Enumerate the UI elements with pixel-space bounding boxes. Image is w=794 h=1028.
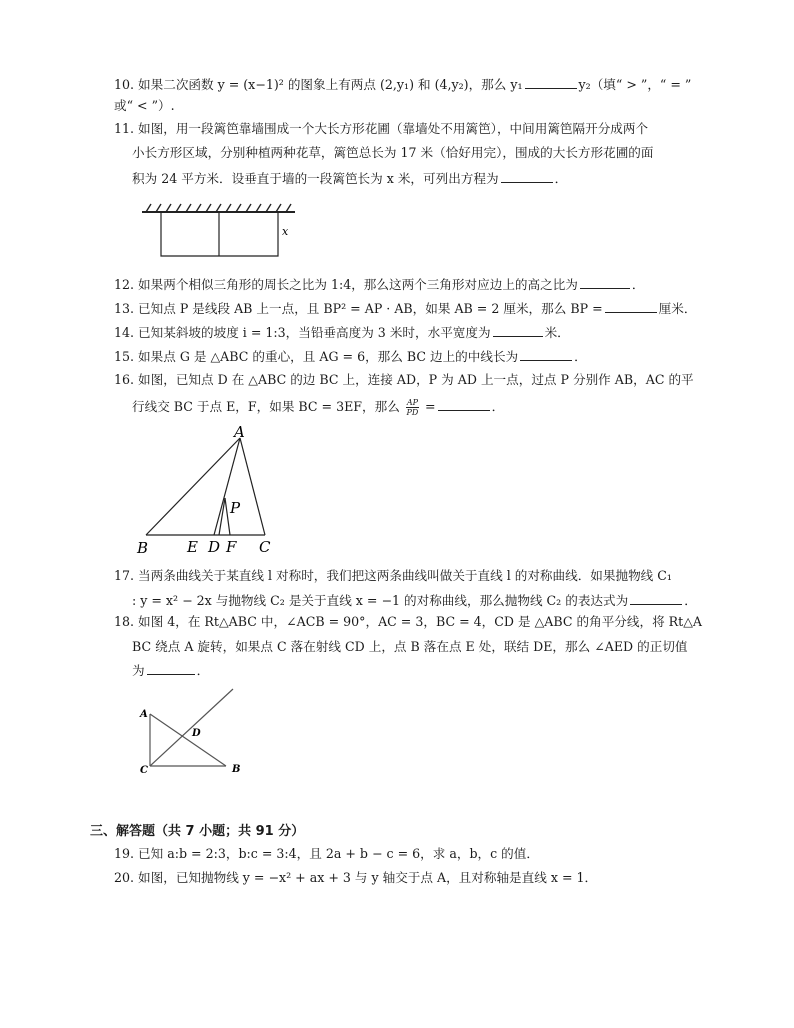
label-a: A	[140, 709, 148, 720]
answer-blank[interactable]	[525, 76, 577, 89]
side-ac	[240, 438, 265, 535]
answer-blank[interactable]	[605, 300, 657, 313]
question-10-line-2: 或“ < ”）.	[114, 98, 175, 113]
answer-blank[interactable]	[501, 170, 553, 183]
triangle-figure-q16	[136, 423, 286, 558]
question-11-line-1: 11. 如图，用一段篱笆靠墙围成一个大长方形花圃（靠墙处不用篱笆），中间用篱笆隔开分成两个	[114, 121, 649, 136]
answer-blank[interactable]	[493, 324, 543, 337]
label-b: B	[232, 764, 241, 775]
answer-blank[interactable]	[580, 276, 630, 289]
question-12: 12. 如果两个相似三角形的周长之比为 1:4，那么这两个三角形对应边上的高之比为 ．	[114, 277, 645, 292]
wall-hatching	[146, 204, 291, 212]
label-d: D	[192, 728, 201, 739]
question-17-line-2: : y = x² − 2x 与抛物线 C₂ 是关于直线 x = −1 的对称曲线，那么抛物线 C₂ 的表达式为 ．	[132, 593, 697, 608]
label-c: C	[259, 538, 271, 556]
question-15: 15. 如果点 G 是 △ABC 的重心，且 AG = 6，那么 BC 边上的中线长为 ．	[114, 349, 587, 364]
question-16-line-2: 行线交 BC 于点 E，F，如果 BC = 3EF，那么 $\frac{AP}{PD}$ = ．	[132, 398, 505, 417]
triangle-figure-q18	[138, 686, 248, 776]
section-heading: 三、解答题（共 7 小题；共 91 分）	[90, 824, 305, 839]
fraction-ap-pd: $\frac{AP}{PD}$	[406, 398, 419, 417]
question-18-line-3: 为 ．	[132, 663, 210, 678]
question-16-line-1: 16. 如图，已知点 D 在 △ABC 的边 BC 上，连接 AD，P 为 AD 上一点，过点 P 分别作 AB，AC 的平	[114, 372, 694, 387]
answer-blank[interactable]	[630, 592, 682, 605]
label-a: A	[234, 423, 245, 441]
label-d: D	[208, 538, 221, 556]
label-p: P	[230, 499, 241, 517]
label-e: E	[187, 538, 198, 556]
question-14: 14. 已知某斜坡的坡度 i = 1:3，当铅垂高度为 3 米时，水平宽度为 米．	[114, 325, 570, 340]
label-c: C	[140, 765, 148, 776]
question-20: 20. 如图，已知抛物线 y = −x² + ax + 3 与 y 轴交于点 A，且对称轴是直线 x = 1．	[114, 870, 598, 885]
label-b: B	[137, 539, 149, 557]
question-10-line-1: 10. 如果二次函数 y = (x−1)² 的图象上有两点 (2,y₁) 和 (4,y₂)，那么 y₁ y₂（填“ > ”，“ = ”	[114, 77, 692, 92]
question-11-line-3: 积为 24 平方米．设垂直于墙的一段篱笆长为 x 米，可列出方程为 ．	[132, 171, 568, 186]
answer-blank[interactable]	[147, 662, 195, 675]
question-17-line-1: 17. 当两条曲线关于某直线 l 对称时，我们把这两条曲线叫做关于直线 l 的对称曲线．如果抛物线 C₁	[114, 568, 672, 583]
label-f: F	[226, 538, 237, 556]
side-ab	[150, 714, 226, 766]
question-13: 13. 已知点 P 是线段 AB 上一点，且 BP² = AP · AB，如果 AB = 2 厘米，那么 BP = 厘米．	[114, 301, 697, 316]
label-x: x	[282, 225, 289, 238]
question-19: 19. 已知 a:b = 2:3，b:c = 3:4，且 2a + b − c = 6，求 a，b，c 的值．	[114, 846, 539, 861]
question-11-line-2: 小长方形区域，分别种植两种花草，篱笆总长为 17 米（恰好用完），围成的大长方形花圃的面	[132, 145, 654, 160]
side-ab	[146, 438, 240, 535]
answer-blank[interactable]	[438, 398, 490, 411]
answer-blank[interactable]	[520, 348, 572, 361]
question-18-line-2: BC 绕点 A 旋转，如果点 C 落在射线 CD 上，点 B 落在点 E 处，联结 DE，那么 ∠AED 的正切值	[132, 639, 688, 654]
fence-figure	[140, 200, 300, 260]
question-18-line-1: 18. 如图 4，在 Rt△ABC 中，∠ACB = 90°，AC = 3，BC = 4，CD 是 △ABC 的角平分线，将 Rt△A	[114, 614, 702, 629]
segment-ad	[214, 438, 240, 535]
